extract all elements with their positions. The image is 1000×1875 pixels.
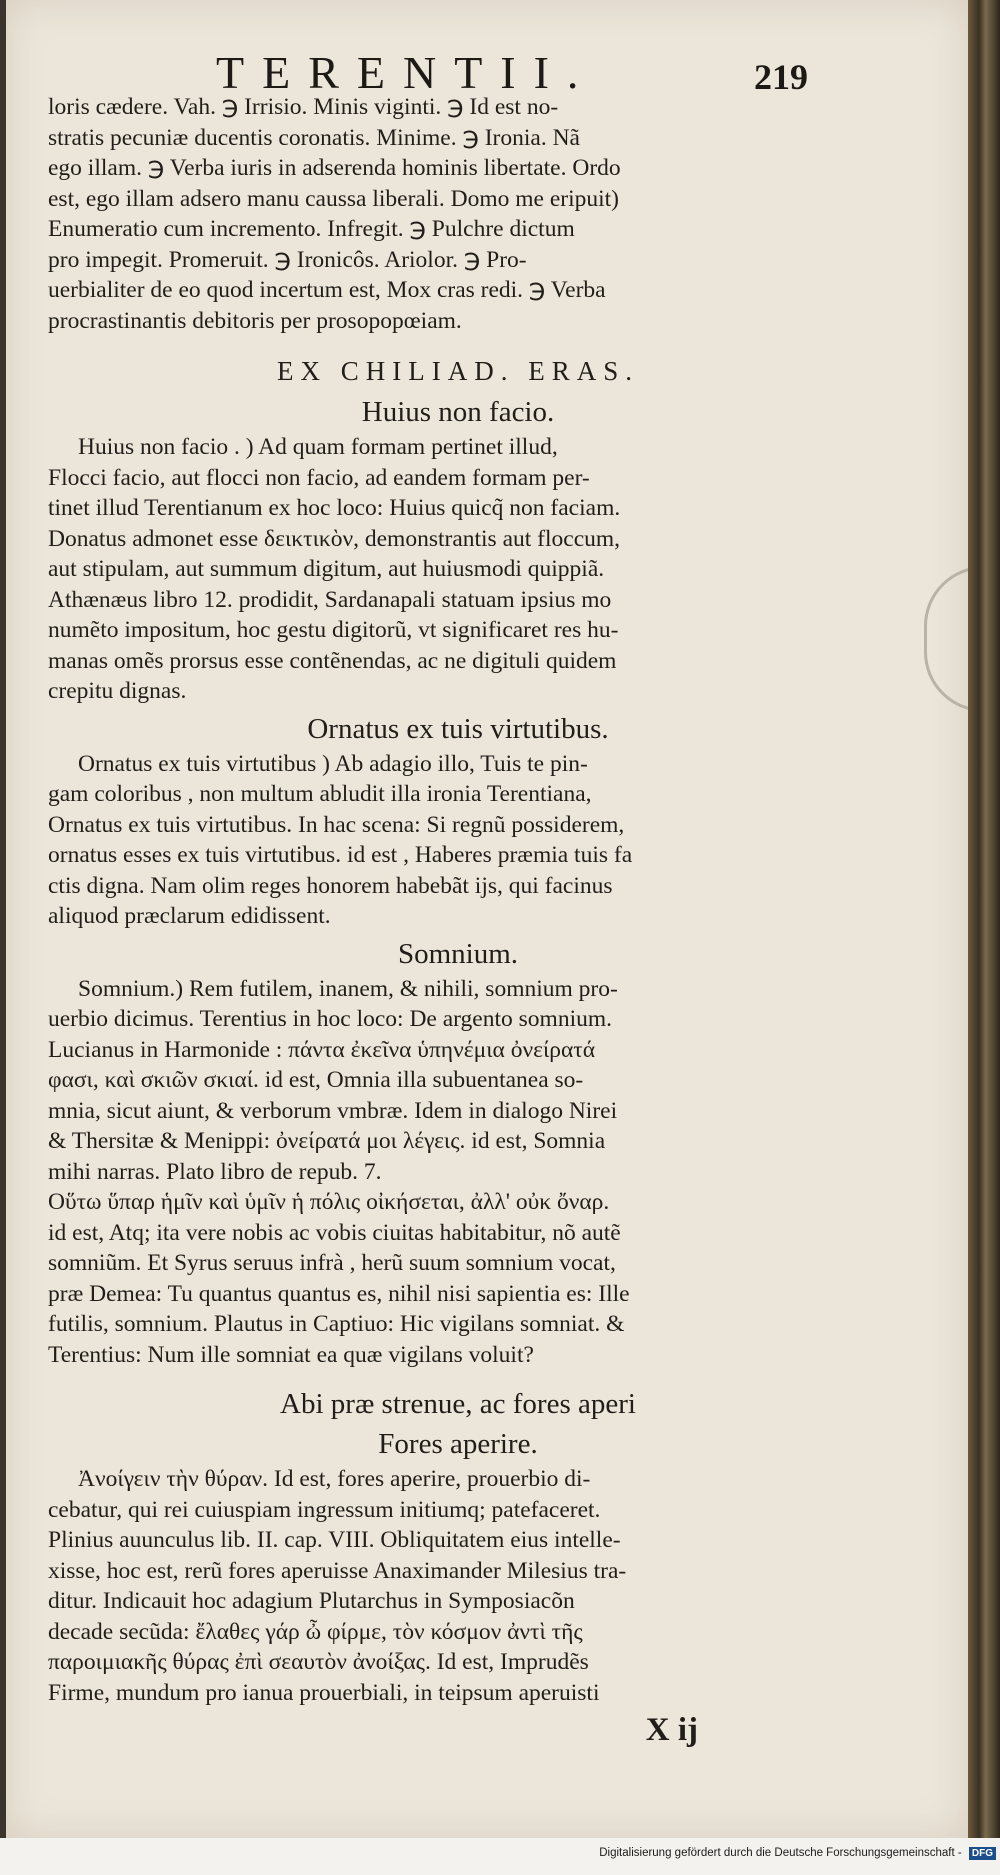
entry-title: Abi præ strenue, ac fores aperi xyxy=(280,1388,636,1420)
text-line: Ornatus ex tuis virtutibus. In hac scena: Si regnũ possiderem, xyxy=(48,811,625,838)
text-line: Plinius auunculus lib. II. cap. VIII. Obliquitatem eius intelle- xyxy=(48,1527,621,1553)
entry-title: Ornatus ex tuis virtutibus. xyxy=(307,712,609,745)
text-line: crepitu dignas. xyxy=(48,678,187,704)
text-line: cebatur, qui rei cuiuspiam ingressum initiumq; patefaceret. xyxy=(48,1496,601,1523)
text-line: futilis, somnium. Plautus in Captiuo: Hic vigilans somniat. & xyxy=(48,1311,625,1337)
text-line: mihi narras. Plato libro de repub. 7. xyxy=(48,1158,382,1185)
text-line: aliquod præclarum edidissent. xyxy=(48,903,331,929)
text-line: ctis digna. Nam olim reges honorem habebãt ijs, qui facinus xyxy=(48,872,613,899)
text-line: manas omẽs prorsus esse contẽnendas, ac ne digituli quidem xyxy=(48,647,617,674)
page-body xyxy=(48,92,868,1752)
text-line: ego illam. ℈ Verba iuris in adserenda hominis libertate. Ordo xyxy=(48,155,621,181)
text-line: numẽto impositum, hoc gestu digitorũ, vt significaret res hu- xyxy=(48,617,619,643)
text-line: uerbialiter de eo quod incertum est, Mox cras redi. ℈ Verba xyxy=(48,277,606,303)
text-line: gam coloribus , non multum abludit illa ironia Terentiana, xyxy=(48,781,592,807)
page-number: 219 xyxy=(754,57,808,97)
text-line: stratis pecuniæ ducentis coronatis. Minime. ℈ Ironia. Nã xyxy=(48,124,580,151)
entry-title: Huius non facio. xyxy=(361,396,555,428)
text-line: tinet illud Terentianum ex hoc loco: Huius quicq̃ non faciam. xyxy=(48,495,621,521)
credit-text: Digitalisierung gefördert durch die Deutsche Forschungsgemeinschaft - xyxy=(599,1847,962,1859)
text-line: Terentius: Num ille somniat ea quæ vigilans voluit? xyxy=(48,1341,534,1368)
text-line: παροιμιακῆς θύρας ἐπὶ σεαυτὸν ἀνοίξας. Id est, Imprudẽs xyxy=(48,1649,589,1675)
running-head: TERENTII. xyxy=(216,47,597,98)
text-line: Athænæus libro 12. prodidit, Sardanapali statuam ipsius mo xyxy=(48,586,612,613)
section-heading: EX CHILIAD. ERAS. xyxy=(277,356,639,386)
book-spine-edge xyxy=(968,0,1000,1838)
text-line: & Thersitæ & Menippi: ὀνείρατά μοι λέγεις. id est, Somnia xyxy=(48,1128,606,1154)
text-line: Ἀνοίγειν τὴν θύραν. Id est, fores aperire, prouerbio di- xyxy=(78,1466,591,1492)
text-line: Ornatus ex tuis virtutibus ) Ab adagio illo, Tuis te pin- xyxy=(78,750,588,777)
entry-title: Somnium. xyxy=(397,937,519,970)
text-line: Somnium.) Rem futilem, inanem, & nihili, somnium pro- xyxy=(78,975,618,1002)
entry-abi xyxy=(48,1384,868,1708)
dfg-logo: DFG xyxy=(969,1847,996,1860)
text-line: præ Demea: Tu quantus quantus es, nihil nisi sapientia es: Ille xyxy=(48,1280,630,1307)
text-line: Huius non facio . ) Ad quam formam pertinet illud, xyxy=(78,434,558,460)
text-line: Flocci facio, aut flocci non facio, ad eandem formam per- xyxy=(48,464,590,491)
page-header xyxy=(206,40,846,100)
text-line: uerbio dicimus. Terentius in hoc loco: De argento somnium. xyxy=(48,1006,612,1032)
text-line: ditur. Indicauit hoc adagium Plutarchus in Symposiacõn xyxy=(48,1588,575,1614)
text-line: mnia, sicut aiunt, & verborum vmbræ. Idem in dialogo Nirei xyxy=(48,1097,618,1124)
text-line: φασι, καὶ σκιῶν σκιαί. id est, Omnia illa subuentanea so- xyxy=(48,1067,584,1093)
text-line: pro impegit. Promeruit. ℈ Ironicôs. Ariolor. ℈ Pro- xyxy=(48,246,527,273)
text-line: procrastinantis debitoris per prosopopœiam. xyxy=(48,307,462,334)
entry-huius xyxy=(48,392,868,707)
entry-subtitle: Fores aperire. xyxy=(378,1428,538,1460)
text-line: est, ego illam adsero manu caussa liberali. Domo me eripuit) xyxy=(48,185,620,212)
section-continuation xyxy=(48,92,868,336)
book-page xyxy=(6,0,968,1838)
text-line: decade secũda: ἔλαθες γάρ ὦ φίρμε, τὸν κόσμον ἀντὶ τῆς xyxy=(48,1618,583,1645)
text-line: Enumeratio cum incremento. Infregit. ℈ Pulchre dictum xyxy=(48,216,575,242)
text-line: loris cædere. Vah. ℈ Irrisio. Minis viginti. ℈ Id est no- xyxy=(48,94,559,120)
text-line: Donatus admonet esse δεικτικὸν, demonstrantis aut floccum, xyxy=(48,525,621,552)
text-line: Οὕτω ὕπαρ ἡμῖν καὶ ὑμῖν ἡ πόλις οἰκήσεται, ἀλλ' οὐκ ὄναρ. xyxy=(48,1189,610,1215)
text-line: id est, Atq; ita vere nobis ac vobis ciuitas habitabitur, nõ autẽ xyxy=(48,1219,621,1246)
text-line: Firme, mundum pro ianua prouerbiali, in teipsum aperuisti xyxy=(48,1679,600,1706)
signature-mark: X ij xyxy=(645,1712,698,1748)
entry-ornatus xyxy=(48,709,868,932)
text-line: somniũm. Et Syrus seruus infrà , herũ suum somnium vocat, xyxy=(48,1250,616,1276)
entry-somnium xyxy=(48,934,868,1371)
digitization-credit xyxy=(0,1847,996,1860)
text-line: ornatus esses ex tuis virtutibus. id est , Haberes præmia tuis fa xyxy=(48,842,633,868)
text-line: xisse, hoc est, rerũ fores aperuisse Anaximander Milesius tra- xyxy=(48,1557,627,1584)
text-line: Lucianus in Harmonide : πάντα ἐκεῖνα ὑπηνέμια ὀνείρατά xyxy=(48,1036,596,1063)
text-line: aut stipulam, aut summum digitum, aut huiusmodi quippiã. xyxy=(48,556,605,582)
